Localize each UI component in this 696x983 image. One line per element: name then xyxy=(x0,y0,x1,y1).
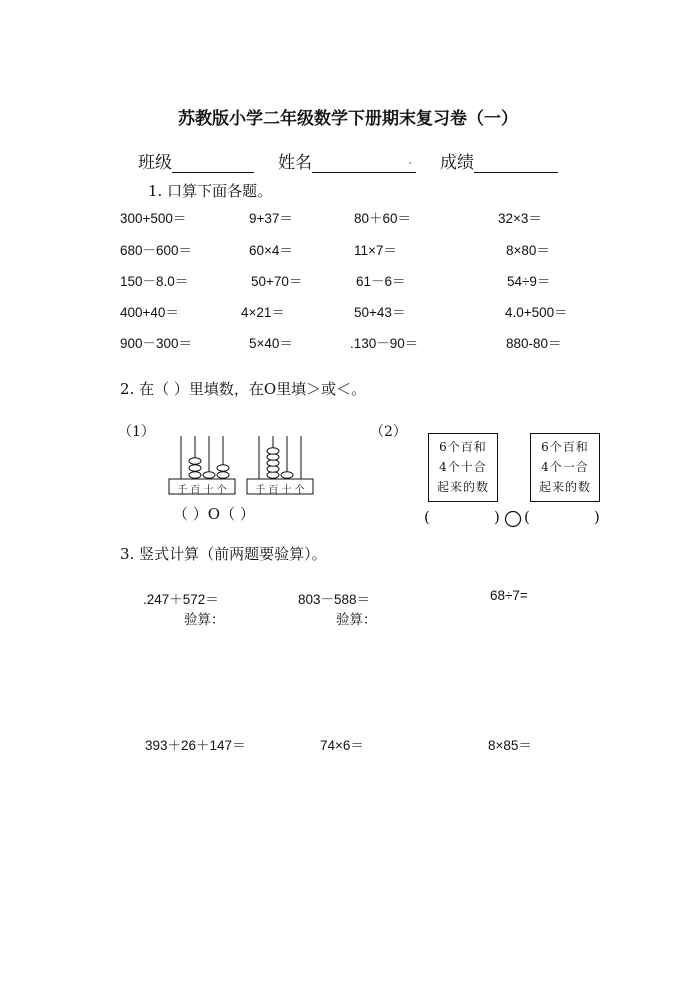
section2-heading: 2. 在（ ）里填数，在O里填＞或＜。 xyxy=(120,380,367,398)
vertical-problem: 393＋26＋147＝ xyxy=(145,738,246,753)
number-box-right xyxy=(530,433,600,502)
problem: 880-80＝ xyxy=(506,336,562,351)
problem: 50+43＝ xyxy=(354,305,406,320)
box-left-line: 起来的数 xyxy=(436,480,489,494)
page-title: 苏教版小学二年级数学下册期末复习卷（一） xyxy=(178,109,518,129)
problem: 400+40＝ xyxy=(120,305,179,320)
problem: 4.0+500＝ xyxy=(505,305,568,320)
problem: .130－90＝ xyxy=(350,336,419,351)
compare2-open-left[interactable]: ( xyxy=(424,508,430,526)
abacus-left-places: 千 百 十 个 xyxy=(177,485,227,496)
vertical-problem: 8×85＝ xyxy=(488,738,532,753)
vertical-problem: 68÷7= xyxy=(490,588,528,603)
vertical-problem: 74×6＝ xyxy=(320,738,364,753)
problem: 680－600＝ xyxy=(120,243,193,258)
problem: 8×80＝ xyxy=(506,243,550,258)
box-right-line: 6个百和 xyxy=(541,440,589,454)
part2-label: （2） xyxy=(370,424,407,440)
problem: 150－8.0＝ xyxy=(120,274,189,289)
box-right-line: 4个一合 xyxy=(541,460,589,474)
problem: 54÷9＝ xyxy=(507,274,551,289)
vertical-problem: .247＋572＝ xyxy=(143,592,219,607)
problem: 61－6＝ xyxy=(356,274,406,289)
problem: 32×3＝ xyxy=(498,211,542,226)
compare2-close-left: ) xyxy=(494,508,500,526)
class-label: 班级 xyxy=(138,153,172,173)
problem: 5×40＝ xyxy=(249,336,293,351)
box-left-line: 4个十合 xyxy=(439,460,487,474)
name-field xyxy=(278,148,416,173)
problem: 50+70＝ xyxy=(251,274,303,289)
section1-heading: 1. 口算下面各题。 xyxy=(148,182,273,200)
problem: 80＋60＝ xyxy=(354,211,412,226)
problem: 900－300＝ xyxy=(120,336,193,351)
problem: 4×21＝ xyxy=(241,305,285,320)
problem: 60×4＝ xyxy=(249,243,293,258)
box-left-line: 6个百和 xyxy=(439,440,487,454)
score-blank[interactable] xyxy=(474,154,558,173)
class-field xyxy=(138,148,254,173)
compare-circle-icon[interactable] xyxy=(504,510,522,528)
section3-heading: 3. 竖式计算（前两题要验算）。 xyxy=(120,545,327,563)
check-label: 验算： xyxy=(336,612,377,627)
score-field xyxy=(440,148,558,173)
score-label: 成绩 xyxy=(440,153,474,173)
name-label: 姓名 xyxy=(278,153,312,173)
abacus-right-places: 千 百 十 个 xyxy=(255,485,305,496)
compare2-open-right[interactable]: ( xyxy=(524,508,530,526)
problem: 9+37＝ xyxy=(249,211,293,226)
box-right-line: 起来的数 xyxy=(538,480,591,494)
problem: 11×7＝ xyxy=(354,243,397,258)
class-blank[interactable] xyxy=(172,154,254,173)
check-label: 验算： xyxy=(184,612,225,627)
name-blank[interactable] xyxy=(312,154,416,173)
part1-label: （1） xyxy=(118,424,155,440)
problem: 300+500＝ xyxy=(120,211,187,226)
compare-abacus[interactable]: （ ）O（ ） xyxy=(173,505,255,523)
ink-dot xyxy=(409,162,411,164)
number-box-left xyxy=(428,433,498,502)
vertical-problem: 803－588＝ xyxy=(298,592,371,607)
compare2-close-right: ) xyxy=(594,508,600,526)
